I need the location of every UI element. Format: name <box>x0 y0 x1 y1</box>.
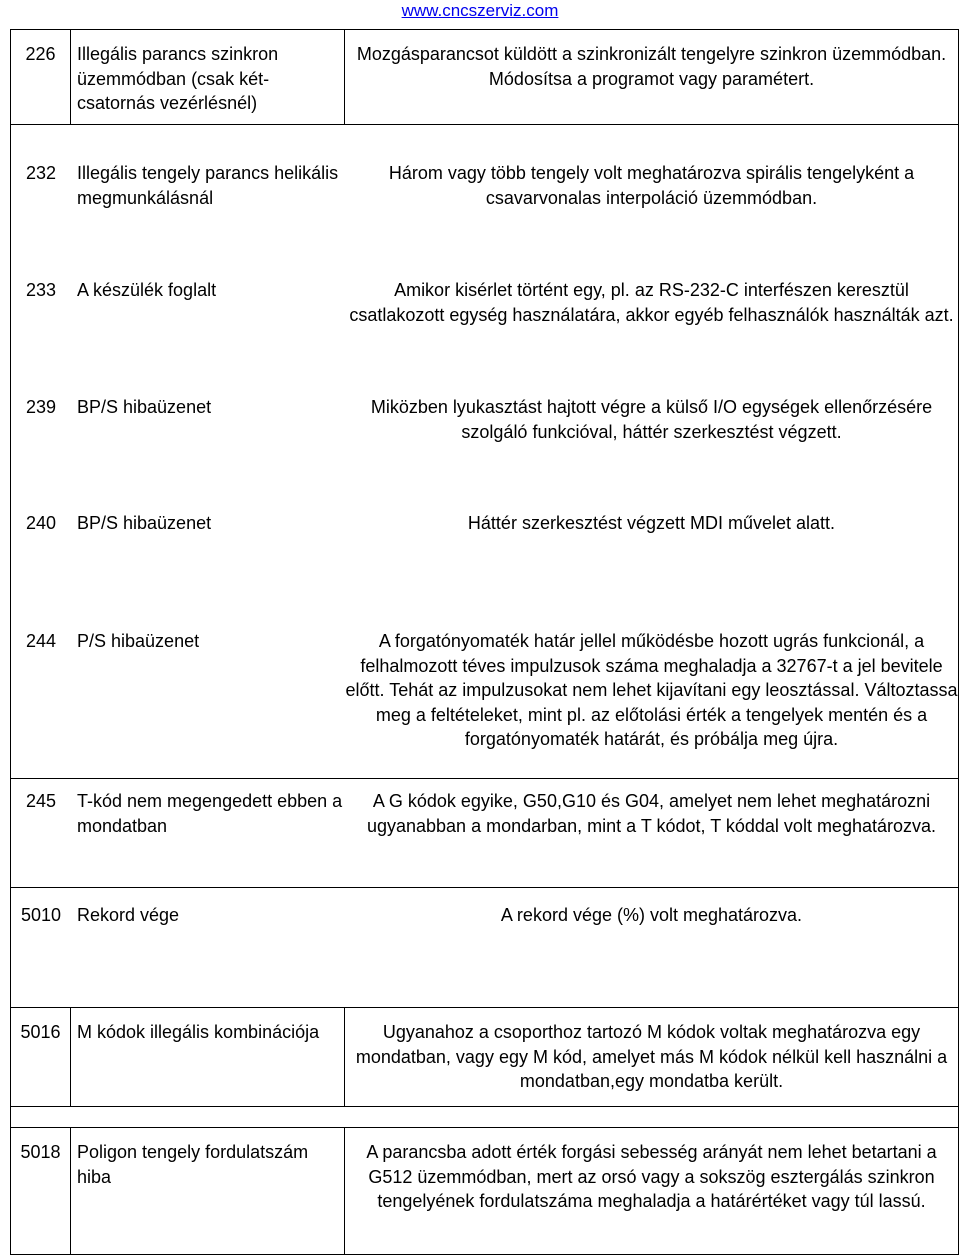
table-row <box>11 777 958 885</box>
error-name: A készülék foglalt <box>77 280 217 300</box>
error-name: BP/S hibaüzenet <box>77 397 212 417</box>
table-row <box>11 1007 958 1107</box>
error-name: T-kód nem megengedett ebben a mondatban <box>77 791 343 836</box>
table-row <box>11 891 958 991</box>
error-name: Illegális parancs szinkron üzemmódban (csak két-csatornás vezérlésnél) <box>71 30 345 124</box>
table-row <box>11 617 958 777</box>
error-code: 239 <box>25 397 57 417</box>
error-code: 240 <box>25 513 57 533</box>
error-code: 5016 <box>11 1008 71 1106</box>
error-description: A forgatónyomaték határ jellel működésbe hozott ugrás funkcionál, a felhalmozott téves impulzusok száma meghaladja a 32767-t a jel bevitele előtt. Tehát az impulzusokat nem lehet kijavítani egy leosztással. Változtassa meg a feltételeket, mint pl. az előtolási érték a tengelyek mentén és a forgatónyomaték határát, és próbálja meg újra. <box>345 631 958 749</box>
error-description: Három vagy több tengely volt meghatározva spirális tengelyként a csavarvonalas interpoláció üzemmódban. <box>388 163 915 208</box>
error-description: Amikor kisérlet történt egy, pl. az RS-232-C interfészen keresztül csatlakozott egység használatára, akkor egyéb felhasználók használták azt. <box>349 280 954 325</box>
error-name: Illegális tengely parancs helikális megmunkálásnál <box>77 163 339 208</box>
table-row <box>11 383 958 483</box>
error-name: M kódok illegális kombinációja <box>71 1008 345 1106</box>
error-name: Poligon tengely fordulatszám hiba <box>71 1128 345 1254</box>
table-row <box>11 499 958 599</box>
error-code: 232 <box>25 163 57 183</box>
error-name: Rekord vége <box>77 905 180 925</box>
error-code: 245 <box>25 791 57 811</box>
table-row <box>11 149 958 259</box>
row-divider <box>11 778 958 779</box>
error-code: 244 <box>25 631 57 651</box>
error-code: 226 <box>11 30 71 124</box>
error-code: 5018 <box>11 1128 71 1254</box>
error-description: A G kódok egyike, G50,G10 és G04, amelyet nem lehet meghatározni ugyanabban a mondarban, mint a T kódot, T kóddal volt meghatározva. <box>366 791 937 836</box>
error-code: 233 <box>25 280 57 300</box>
site-url-link[interactable]: www.cncszerviz.com <box>401 1 559 20</box>
error-code-table <box>10 29 959 1255</box>
table-row <box>11 266 958 376</box>
table-row <box>11 29 958 125</box>
table-row <box>11 1127 958 1255</box>
error-description: Ugyanahoz a csoporthoz tartozó M kódok voltak meghatározva egy mondatban, vagy egy M kód, amelyet más M kódok nélkül kell használni a mondatban,egy mondatba került. <box>355 1022 948 1091</box>
error-description: A rekord vége (%) volt meghatározva. <box>500 905 803 925</box>
error-code: 5010 <box>20 905 62 925</box>
error-description: Miközben lyukasztást hajtott végre a külső I/O egységek ellenőrzésére szolgáló funkcióval, háttér szerkesztést végzett. <box>370 397 933 442</box>
error-name: BP/S hibaüzenet <box>77 513 212 533</box>
row-divider <box>11 887 958 888</box>
error-description: Mozgásparancsot küldött a szinkronizált tengelyre szinkron üzemmódban. Módosítsa a programot vagy paramétert. <box>356 44 947 89</box>
error-description: A parancsba adott érték forgási sebesség arányát nem lehet betartani a G512 üzemmódban, mert az orsó vagy a sokszög esztergálás szinkron tengelyének fordulatszáma meghaladja a határértéket vagy túl lassú. <box>366 1142 937 1211</box>
error-description: Háttér szerkesztést végzett MDI művelet alatt. <box>467 513 836 533</box>
error-name: P/S hibaüzenet <box>77 631 200 651</box>
